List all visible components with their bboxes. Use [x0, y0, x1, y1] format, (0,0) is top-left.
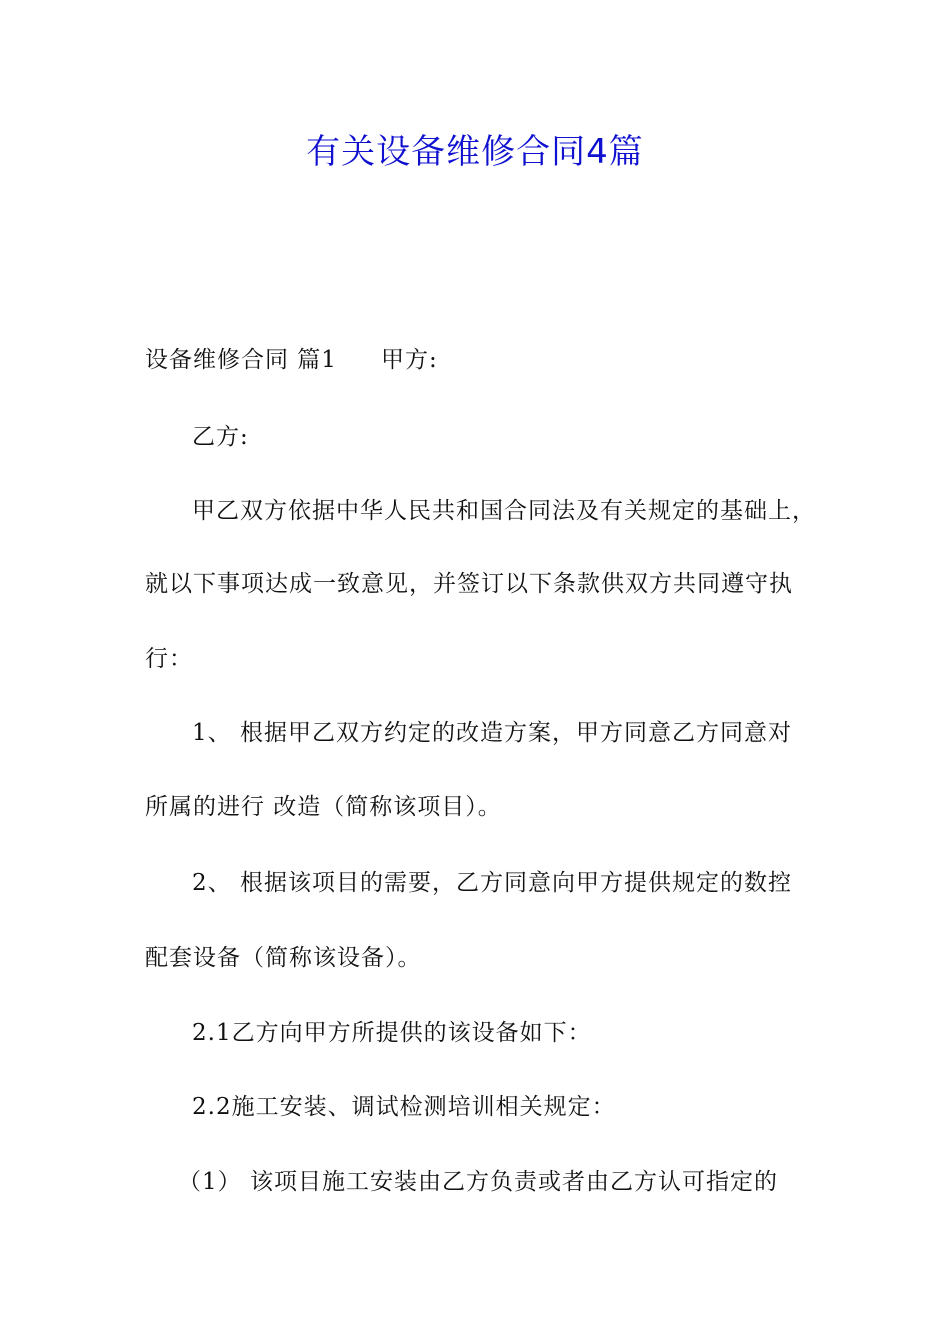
paragraph-line: 所属的进行 改造（简称该项目）。	[145, 794, 502, 820]
paragraph-line: 甲乙双方依据中华人民共和国合同法及有关规定的基础上，	[192, 498, 816, 524]
paragraph-line: 就以下事项达成一致意见，并签订以下条款供双方共同遵守执	[145, 571, 793, 597]
paragraph-line: 2.2施工安装、调试检测培训相关规定：	[192, 1094, 616, 1120]
paragraph-line: （1） 该项目施工安装由乙方负责或者由乙方认可指定的	[178, 1169, 778, 1195]
paragraph-line: 1、 根据甲乙双方约定的改造方案，甲方同意乙方同意对	[192, 720, 792, 746]
paragraph-line: 配套设备（简称该设备）。	[145, 945, 422, 971]
document-title: 有关设备维修合同4篇	[306, 132, 644, 172]
paragraph-line: 2、 根据该项目的需要，乙方同意向甲方提供规定的数控	[192, 870, 792, 896]
heading-left: 设备维修合同 篇1	[145, 347, 337, 373]
heading-right: 甲方:	[380, 347, 438, 373]
heading-line	[145, 343, 438, 377]
paragraph-line: 2.1乙方向甲方所提供的该设备如下：	[192, 1020, 592, 1046]
paragraph-line: 乙方:	[192, 424, 249, 450]
paragraph-line: 行：	[145, 646, 193, 672]
